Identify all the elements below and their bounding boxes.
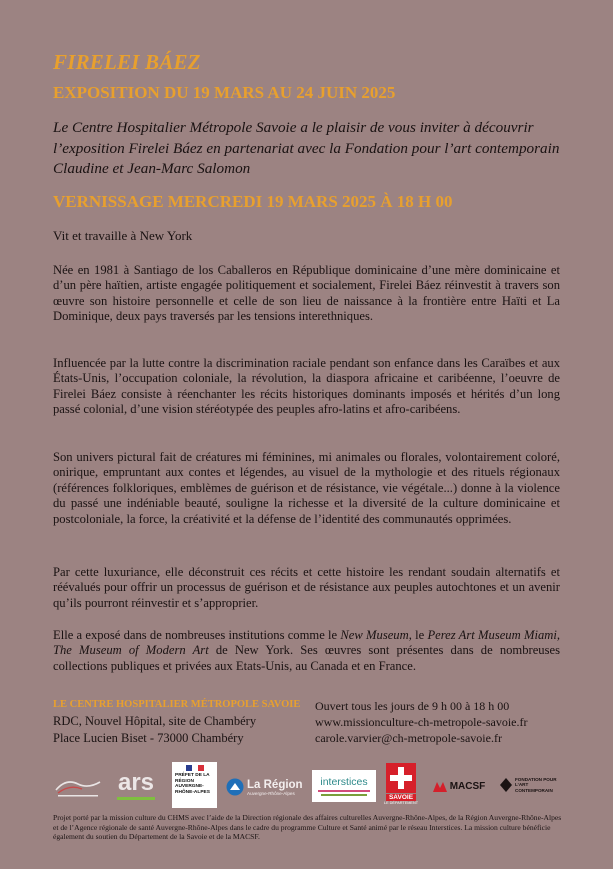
artist-title: FIRELEI BÁEZ — [53, 50, 201, 74]
macsf-logo — [428, 774, 490, 798]
macsf-logo-text: MACSF — [449, 780, 486, 792]
address-line-1: RDC, Nouvel Hôpital, site de Chambéry — [53, 714, 257, 728]
museum-new-museum: New Museum — [340, 628, 409, 642]
savoie-logo — [382, 760, 420, 808]
fondation-logo-text: FONDATION POUR L’ART CONTEMPORAIN — [515, 776, 557, 793]
region-logo-icon — [226, 778, 244, 796]
p5-text-c: de New York. Ses œuvres sont présentes dans de nombreuses collections publiques et privées aux Etats-Unis, au Canada et en France. — [53, 643, 560, 673]
ars-underline — [117, 797, 155, 800]
opening-hours: Ouvert tous les jours de 9 h 00 à 18 h 00 — [315, 699, 510, 713]
centre-title: LE CENTRE HOSPITALIER MÉTROPOLE SAVOIE — [53, 699, 301, 710]
p5-text-a: Elle a exposé dans de nombreuses institutions comme le — [53, 628, 341, 642]
p5-text-b: , le — [408, 628, 428, 642]
ars-logo — [114, 768, 158, 802]
footer-credits: Projet porté par la mission culture du CHMS avec l’aide de la Direction régionale des affaires culturelles Auvergne-Rhône-Alpes, de la Région Auvergne-Rhône-Alpes et de l’Agence régionale de santé Auvergne-Rhône-Alpes dans le cadre du programme Culture et Santé animé par le réseau Interstices. La mission culture bénéficie également du soutien du Département de la Savoie et de la MACSF. — [53, 813, 562, 842]
artist-location: Vit et travaille à New York — [53, 228, 193, 243]
interstices-logo — [312, 770, 376, 802]
savoie-logo-subtext: LE DÉPARTEMENT — [383, 801, 419, 805]
museum-perez-moma: Perez Art Museum Miami, The Museum of Modern Art — [53, 628, 560, 658]
interstices-logo-text: interstices — [320, 776, 368, 788]
paragraph-deconstruction: Par cette luxuriance, elle déconstruit ces récits et cette histoire les rendant soudain alternatifs et réévalués pour offrir un processus de guérison et de résistance aux peuples autochtones et un avenir qu’ils pourront réinvestir et s’approprier. — [53, 565, 560, 610]
paragraph-pictorial-universe: Son univers pictural fait de créatures mi féminines, mi animales ou florales, volontairement coloré, onirique, empruntant aux contes et légendes, au visuel de la mythologie et des rituels régionaux (références folkloriques, emblèmes de guérison et de résistance, vie végétale...) donne à la violence du passé une indéniable beauté, souligne la richesse et la diversité de la culture dominicaine et postcoloniale, la force, la créativité et la défense de l’identité des communautés opprimées. — [53, 450, 560, 526]
savoie-cross-icon — [386, 763, 416, 793]
chms-logo-icon — [52, 774, 104, 800]
website-link[interactable]: www.missionculture-ch-metropole-savoie.fr — [315, 715, 528, 729]
region-logo — [226, 774, 304, 800]
macsf-logo-icon — [433, 780, 447, 792]
exhibition-dates: EXPOSITION DU 19 MARS AU 24 JUIN 2025 — [53, 83, 396, 102]
address-line-2: Place Lucien Biset - 73000 Chambéry — [53, 731, 244, 745]
prefet-logo — [172, 762, 217, 808]
region-logo-subtext: Auvergne-Rhône-Alpes — [247, 790, 295, 796]
ars-logo-text: ars — [117, 768, 155, 796]
interstices-underline — [318, 790, 370, 792]
paragraph-influences: Influencée par la lutte contre la discrimination raciale pendant son enfance dans les Caraïbes et aux États-Unis, l’occupation coloniale, la révolution, la diaspora africaine et caribéenne, l’oeuvre de Firelei Báez consiste à réenchanter les récits historiques dominants imposés et hérités d’un long passé colonial, d’une vision stéréotypée des peuples afro-latins et afro-caribéens. — [53, 356, 560, 417]
paragraph-exhibitions — [53, 628, 560, 674]
chms-logo — [52, 774, 104, 800]
prefet-logo-text: PRÉFET DE LA RÉGION AUVERGNE-RHÔNE-ALPES — [175, 773, 210, 795]
vernissage-date: VERNISSAGE MERCREDI 19 MARS 2025 À 18 H 00 — [53, 192, 453, 211]
interstices-underline-2 — [321, 794, 367, 796]
email-link[interactable]: carole.varvier@ch-metropole-savoie.fr — [315, 731, 502, 745]
fondation-logo-icon — [500, 778, 512, 792]
paragraph-biography: Née en 1981 à Santiago de los Caballeros en République dominicaine d’une mère dominicaine et d’un père haïtien, artiste engagée politiquement et socialement, Firelei Báez réinvestit à travers son œuvre son histoire personnelle et celle de son lieu de naissance à la frontière entre Haïti et La Dominique, deux pays traversés par les tensions interethniques. — [53, 263, 560, 324]
region-logo-text: La Région — [247, 778, 303, 791]
intro-text: Le Centre Hospitalier Métropole Savoie a le plaisir de vous inviter à découvrir l’exposition Firelei Báez en partenariat avec la Fondation pour l’art contemporain Claudine et Jean-Marc Salomon — [53, 119, 560, 177]
partner-logos — [48, 760, 608, 808]
savoie-logo-text: SAVOIE — [386, 794, 416, 801]
fondation-logo — [500, 772, 564, 798]
